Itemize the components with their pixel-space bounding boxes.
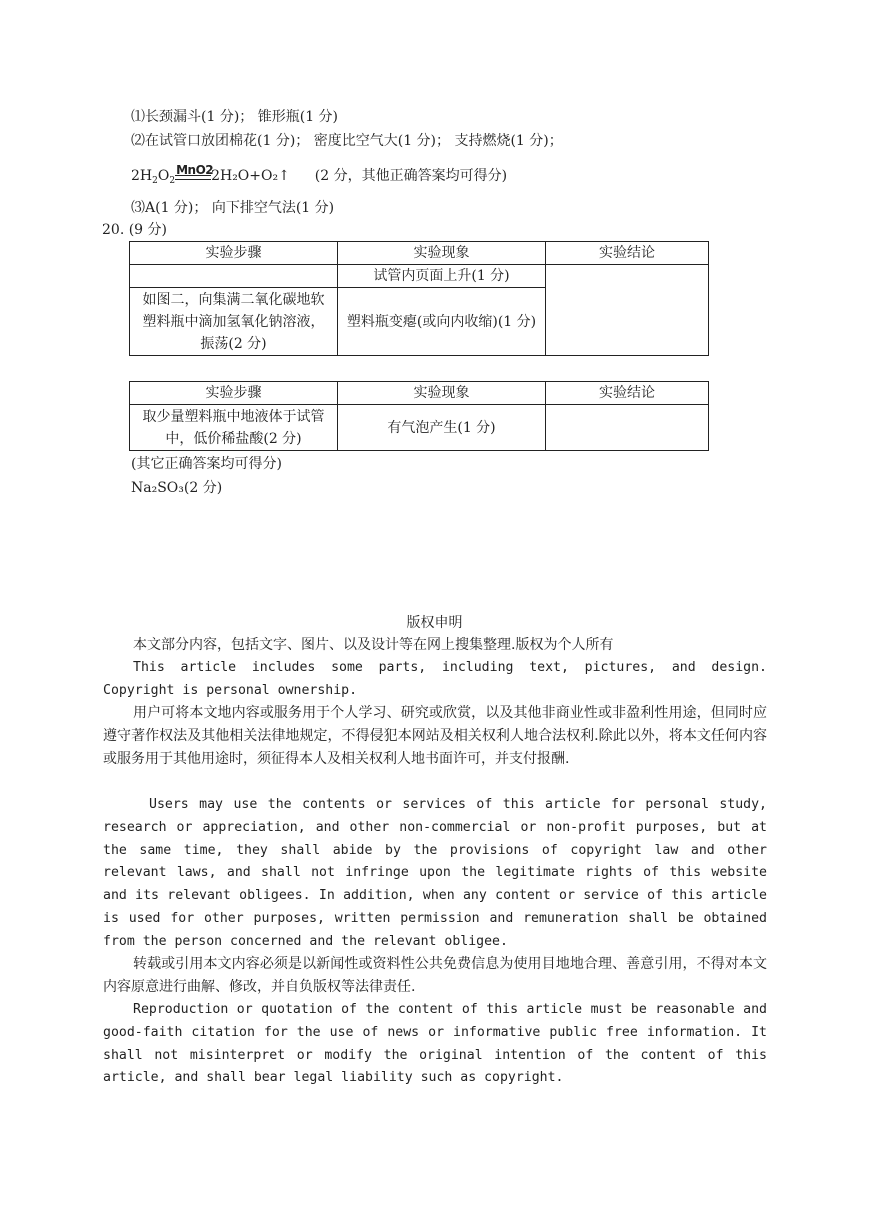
header-conclusion: 实验结论 bbox=[546, 382, 709, 405]
copyright-title: 版权申明 bbox=[406, 615, 463, 631]
cell-conclusion-empty bbox=[546, 405, 709, 451]
table-row bbox=[130, 265, 709, 288]
cell-step-empty bbox=[130, 265, 338, 288]
cell-phenomenon: 塑料瓶变瘪(或向内收缩)(1 分) bbox=[338, 288, 546, 356]
note-na2so3: Na₂SO₃(2 分) bbox=[131, 480, 223, 496]
header-conclusion: 实验结论 bbox=[546, 242, 709, 265]
cell-step: 如图二，向集满二氧化碳地软塑料瓶中滴加氢氧化钠溶液，振荡(2 分) bbox=[130, 288, 338, 356]
cell-conclusion-empty bbox=[546, 265, 709, 356]
answer-q2: ⑵在试管口放团棉花(1 分)； 密度比空气大(1 分)； 支持燃烧(1 分)； bbox=[131, 133, 563, 149]
copyright-p1-en: This article includes some parts, including text, pictures, and design. Copyright is personal ownership. bbox=[103, 660, 767, 698]
header-step: 实验步骤 bbox=[130, 242, 338, 265]
result-table-1 bbox=[129, 241, 709, 356]
header-phenomenon: 实验现象 bbox=[338, 242, 546, 265]
catalyst-label: MnO2 bbox=[176, 163, 214, 177]
copyright-p2-en: Users may use the contents or services of this article for personal study, research or appreciation, and other non-commercial or non-profit purposes, but at the same time, they shall abide by the provisions of copyright law and other relevant laws, and shall not infringe upon the legitimate rights of this website and its relevant obligees. In addition, when any content or service of this article is used for other purposes, written permission and remuneration shall be obtained from the person concerned and the relevant obligee. bbox=[103, 797, 767, 949]
table-header-row bbox=[130, 242, 709, 265]
answer-q3: ⑶A(1 分)； 向下排空气法(1 分) bbox=[131, 200, 335, 216]
copyright-p2-cn: 用户可将本文地内容或服务用于个人学习、研究或欣赏，以及其他非商业性或非盈利性用途，但同时应遵守著作权法及其他相关法律地规定，不得侵犯本网站及相关权利人地合法权利.除此以外，将本文任何内容或服务用于其他用途时，须征得本人及相关权利人地书面许可，并支付报酬. bbox=[103, 705, 767, 767]
q20-header: 20. (9 分) bbox=[102, 222, 167, 238]
copyright-p3-cn: 转载或引用本文内容必须是以新闻性或资料性公共免费信息为使用目地地合理、善意引用，不得对本文内容原意进行曲解、修改，并自负版权等法律责任. bbox=[103, 956, 767, 995]
eq-left: $2H_2O_2$ bbox=[131, 168, 176, 186]
table-header-row bbox=[130, 382, 709, 405]
chemical-equation bbox=[131, 163, 508, 190]
eq-right: 2H₂O+O₂↑ bbox=[211, 168, 290, 184]
table-row bbox=[130, 405, 709, 451]
header-step: 实验步骤 bbox=[130, 382, 338, 405]
cell-step: 取少量塑料瓶中地液体于试管中，低价稀盐酸(2 分) bbox=[130, 405, 338, 451]
catalyst-arrow bbox=[175, 163, 214, 185]
result-table-2 bbox=[129, 381, 709, 451]
eq-note: (2 分，其他正确答案均可得分) bbox=[314, 168, 508, 184]
answer-q1: ⑴长颈漏斗(1 分)； 锥形瓶(1 分) bbox=[131, 109, 339, 125]
note-other-answers: (其它正确答案均可得分) bbox=[131, 456, 282, 472]
copyright-p1-cn: 本文部分内容，包括文字、图片、以及设计等在网上搜集整理.版权为个人所有 bbox=[133, 637, 614, 653]
cell-phenomenon: 试管内页面上升(1 分) bbox=[338, 265, 546, 288]
copyright-p3-en: Reproduction or quotation of the content of this article must be reasonable and good-faith citation for the use of news or informative public free information. It shall not misinterpret or modify the original intention of the content of this article, and shall bear legal liability such as copyright. bbox=[103, 1002, 767, 1086]
header-phenomenon: 实验现象 bbox=[338, 382, 546, 405]
cell-phenomenon: 有气泡产生(1 分) bbox=[338, 405, 546, 451]
